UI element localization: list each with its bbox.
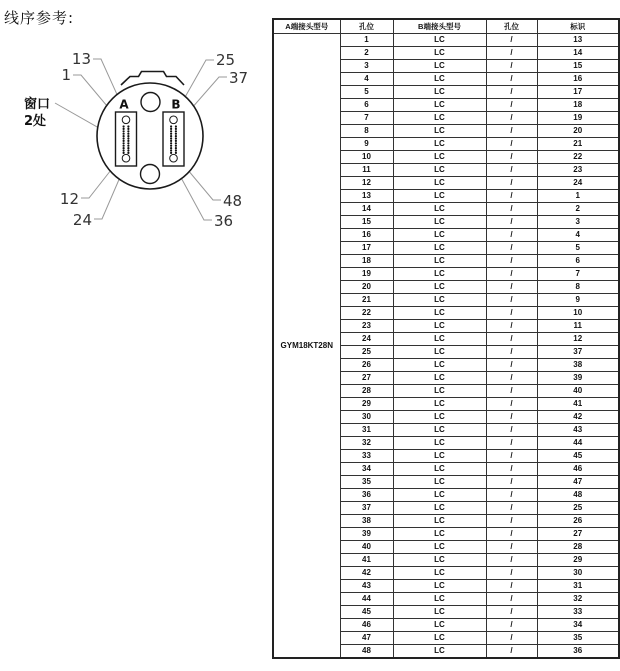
b-pin-cell: / <box>486 606 537 619</box>
mark-cell: 4 <box>537 229 619 242</box>
a-pin-cell: 37 <box>340 502 393 515</box>
b-model-cell: LC <box>393 489 486 502</box>
mark-cell: 2 <box>537 203 619 216</box>
b-model-cell: LC <box>393 86 486 99</box>
pin-dot <box>175 140 177 142</box>
pin-dot <box>175 128 177 130</box>
a-pin-cell: 7 <box>340 112 393 125</box>
mark-cell: 3 <box>537 216 619 229</box>
b-pin-cell: / <box>486 359 537 372</box>
b-pin-cell: / <box>486 294 537 307</box>
pin-dot <box>127 149 129 151</box>
b-model-cell: LC <box>393 476 486 489</box>
header-b-pin: 孔位 <box>486 19 537 34</box>
pin-dot <box>175 152 177 154</box>
a-pin-cell: 1 <box>340 34 393 47</box>
mark-cell: 23 <box>537 164 619 177</box>
b-model-cell: LC <box>393 203 486 216</box>
b-model-cell: LC <box>393 229 486 242</box>
pin-dot <box>170 145 172 147</box>
b-pin-cell: / <box>486 320 537 333</box>
pin-dot <box>175 135 177 137</box>
b-pin-cell: / <box>486 554 537 567</box>
b-pin-cell: / <box>486 567 537 580</box>
mark-cell: 29 <box>537 554 619 567</box>
b-pin-cell: / <box>486 372 537 385</box>
pin-dot <box>175 133 177 135</box>
b-pin-cell: / <box>486 476 537 489</box>
mark-cell: 39 <box>537 372 619 385</box>
b-model-cell: LC <box>393 632 486 645</box>
pin-dot <box>123 140 125 142</box>
pin-dot <box>175 149 177 151</box>
a-pin-cell: 14 <box>340 203 393 216</box>
pin-dot <box>170 152 172 154</box>
b-pin-cell: / <box>486 580 537 593</box>
pin-dot <box>175 137 177 139</box>
b-model-cell: LC <box>393 372 486 385</box>
a-pin-cell: 36 <box>340 489 393 502</box>
a-pin-cell: 35 <box>340 476 393 489</box>
a-pin-cell: 48 <box>340 645 393 659</box>
pin-dot <box>127 137 129 139</box>
pin-dot <box>170 130 172 132</box>
mark-cell: 15 <box>537 60 619 73</box>
mark-cell: 24 <box>537 177 619 190</box>
b-pin-cell: / <box>486 216 537 229</box>
pin-dot <box>175 125 177 127</box>
a-pin-cell: 20 <box>340 281 393 294</box>
a-pin-cell: 2 <box>340 47 393 60</box>
a-pin-cell: 23 <box>340 320 393 333</box>
pin-dot <box>175 147 177 149</box>
a-pin-cell: 39 <box>340 528 393 541</box>
b-model-cell: LC <box>393 190 486 203</box>
pin-dot <box>123 149 125 151</box>
a-pin-cell: 5 <box>340 86 393 99</box>
callout-12: 12 <box>59 190 79 208</box>
b-pin-cell: / <box>486 333 537 346</box>
a-pin-cell: 4 <box>340 73 393 86</box>
b-model-cell: LC <box>393 60 486 73</box>
b-pin-cell: / <box>486 34 537 47</box>
a-pin-cell: 29 <box>340 398 393 411</box>
b-model-cell: LC <box>393 437 486 450</box>
mark-cell: 19 <box>537 112 619 125</box>
connector-a-label: A <box>119 97 129 112</box>
b-pin-cell: / <box>486 177 537 190</box>
b-model-cell: LC <box>393 554 486 567</box>
a-pin-cell: 6 <box>340 99 393 112</box>
b-model-cell: LC <box>393 346 486 359</box>
a-pin-cell: 47 <box>340 632 393 645</box>
mark-cell: 47 <box>537 476 619 489</box>
a-pin-cell: 33 <box>340 450 393 463</box>
b-pin-cell: / <box>486 502 537 515</box>
b-model-cell: LC <box>393 463 486 476</box>
b-pin-cell: / <box>486 112 537 125</box>
mark-cell: 22 <box>537 151 619 164</box>
pin-dot <box>123 128 125 130</box>
a-pin-cell: 27 <box>340 372 393 385</box>
a-pin-cell: 19 <box>340 268 393 281</box>
header-a-pin: 孔位 <box>340 19 393 34</box>
mark-cell: 36 <box>537 645 619 659</box>
b-pin-cell: / <box>486 60 537 73</box>
b-model-cell: LC <box>393 294 486 307</box>
pin-dot <box>170 128 172 130</box>
callout-36: 36 <box>214 212 234 230</box>
b-model-cell: LC <box>393 34 486 47</box>
wiring-diagram <box>0 34 270 240</box>
mark-cell: 21 <box>537 138 619 151</box>
pin-dot <box>123 145 125 147</box>
a-pin-cell: 40 <box>340 541 393 554</box>
pin-dot <box>127 147 129 149</box>
pin-dot <box>127 142 129 144</box>
b-model-cell: LC <box>393 216 486 229</box>
a-model-cell: GYM18KT28N <box>273 34 340 659</box>
pin-dot <box>170 142 172 144</box>
a-pin-cell: 9 <box>340 138 393 151</box>
b-model-cell: LC <box>393 385 486 398</box>
mark-cell: 8 <box>537 281 619 294</box>
pin-dot <box>127 140 129 142</box>
wire-table-container <box>272 18 618 659</box>
pin-dot <box>170 137 172 139</box>
a-pin-cell: 8 <box>340 125 393 138</box>
header-b-model: B端接头型号 <box>393 19 486 34</box>
mark-cell: 16 <box>537 73 619 86</box>
pin-dot <box>123 147 125 149</box>
mark-cell: 41 <box>537 398 619 411</box>
b-pin-cell: / <box>486 229 537 242</box>
page-title: 线序参考: <box>4 9 75 27</box>
a-pin-cell: 41 <box>340 554 393 567</box>
header-a-model: A端接头型号 <box>273 19 340 34</box>
pin-dot <box>175 142 177 144</box>
a-pin-cell: 44 <box>340 593 393 606</box>
b-model-cell: LC <box>393 541 486 554</box>
b-pin-cell: / <box>486 307 537 320</box>
b-model-cell: LC <box>393 593 486 606</box>
window-note-line2: 2处 <box>24 114 47 129</box>
mark-cell: 1 <box>537 190 619 203</box>
b-model-cell: LC <box>393 138 486 151</box>
b-pin-cell: / <box>486 281 537 294</box>
mark-cell: 7 <box>537 268 619 281</box>
mark-cell: 43 <box>537 424 619 437</box>
b-pin-cell: / <box>486 619 537 632</box>
b-model-cell: LC <box>393 645 486 659</box>
pin-dot <box>127 133 129 135</box>
b-model-cell: LC <box>393 528 486 541</box>
b-pin-cell: / <box>486 242 537 255</box>
a-pin-cell: 15 <box>340 216 393 229</box>
a-pin-cell: 32 <box>340 437 393 450</box>
mark-cell: 28 <box>537 541 619 554</box>
b-pin-cell: / <box>486 138 537 151</box>
b-pin-cell: / <box>486 450 537 463</box>
pin-dot <box>123 130 125 132</box>
mark-cell: 26 <box>537 515 619 528</box>
b-pin-cell: / <box>486 385 537 398</box>
pin-dot <box>123 133 125 135</box>
b-model-cell: LC <box>393 359 486 372</box>
connector-circle <box>97 83 203 189</box>
a-pin-cell: 31 <box>340 424 393 437</box>
mark-cell: 9 <box>537 294 619 307</box>
a-pin-cell: 43 <box>340 580 393 593</box>
a-pin-cell: 46 <box>340 619 393 632</box>
mark-cell: 37 <box>537 346 619 359</box>
pin-dot <box>123 125 125 127</box>
table-row <box>273 34 619 47</box>
b-pin-cell: / <box>486 463 537 476</box>
callout-48: 48 <box>223 192 243 210</box>
b-pin-cell: / <box>486 47 537 60</box>
b-model-cell: LC <box>393 567 486 580</box>
mark-cell: 44 <box>537 437 619 450</box>
b-pin-cell: / <box>486 541 537 554</box>
mark-cell: 35 <box>537 632 619 645</box>
pin-dot <box>175 130 177 132</box>
b-pin-cell: / <box>486 645 537 659</box>
pin-dot <box>170 135 172 137</box>
b-model-cell: LC <box>393 125 486 138</box>
b-model-cell: LC <box>393 606 486 619</box>
mark-cell: 12 <box>537 333 619 346</box>
mark-cell: 32 <box>537 593 619 606</box>
a-pin-cell: 30 <box>340 411 393 424</box>
a-pin-cell: 3 <box>340 60 393 73</box>
b-model-cell: LC <box>393 502 486 515</box>
b-model-cell: LC <box>393 112 486 125</box>
b-pin-cell: / <box>486 515 537 528</box>
pin-dot <box>175 145 177 147</box>
mark-cell: 45 <box>537 450 619 463</box>
mark-cell: 40 <box>537 385 619 398</box>
callout-24: 24 <box>72 211 92 229</box>
window-note-line1: 窗口 <box>24 97 51 112</box>
b-pin-cell: / <box>486 73 537 86</box>
mark-cell: 11 <box>537 320 619 333</box>
pin-dot <box>127 128 129 130</box>
a-pin-cell: 42 <box>340 567 393 580</box>
mark-cell: 48 <box>537 489 619 502</box>
mark-cell: 6 <box>537 255 619 268</box>
b-model-cell: LC <box>393 398 486 411</box>
b-pin-cell: / <box>486 632 537 645</box>
pin-dot <box>123 142 125 144</box>
pin-dot <box>123 137 125 139</box>
a-pin-cell: 17 <box>340 242 393 255</box>
mark-cell: 46 <box>537 463 619 476</box>
b-model-cell: LC <box>393 307 486 320</box>
b-pin-cell: / <box>486 424 537 437</box>
mark-cell: 34 <box>537 619 619 632</box>
a-pin-cell: 45 <box>340 606 393 619</box>
b-model-cell: LC <box>393 619 486 632</box>
pin-dot <box>127 152 129 154</box>
b-pin-cell: / <box>486 528 537 541</box>
a-pin-cell: 22 <box>340 307 393 320</box>
pin-dot <box>170 133 172 135</box>
b-model-cell: LC <box>393 424 486 437</box>
b-model-cell: LC <box>393 177 486 190</box>
mark-cell: 17 <box>537 86 619 99</box>
b-pin-cell: / <box>486 411 537 424</box>
b-pin-cell: / <box>486 190 537 203</box>
mark-cell: 14 <box>537 47 619 60</box>
mark-cell: 25 <box>537 502 619 515</box>
b-model-cell: LC <box>393 268 486 281</box>
b-pin-cell: / <box>486 593 537 606</box>
pin-dot <box>127 135 129 137</box>
b-pin-cell: / <box>486 86 537 99</box>
b-model-cell: LC <box>393 99 486 112</box>
b-model-cell: LC <box>393 333 486 346</box>
b-pin-cell: / <box>486 203 537 216</box>
wire-table-body <box>273 34 619 659</box>
table-header-row <box>273 19 619 34</box>
callout-37: 37 <box>229 69 249 87</box>
pin-dot <box>127 130 129 132</box>
b-model-cell: LC <box>393 281 486 294</box>
a-pin-cell: 26 <box>340 359 393 372</box>
mark-cell: 42 <box>537 411 619 424</box>
a-pin-cell: 21 <box>340 294 393 307</box>
b-model-cell: LC <box>393 580 486 593</box>
mark-cell: 31 <box>537 580 619 593</box>
b-pin-cell: / <box>486 151 537 164</box>
a-pin-cell: 24 <box>340 333 393 346</box>
a-pin-cell: 18 <box>340 255 393 268</box>
pin-dot <box>170 125 172 127</box>
mark-cell: 27 <box>537 528 619 541</box>
a-pin-cell: 11 <box>340 164 393 177</box>
pin-dot <box>127 145 129 147</box>
callout-13: 13 <box>71 50 91 68</box>
b-model-cell: LC <box>393 515 486 528</box>
pin-dot <box>123 135 125 137</box>
a-pin-cell: 25 <box>340 346 393 359</box>
b-model-cell: LC <box>393 320 486 333</box>
mark-cell: 38 <box>537 359 619 372</box>
b-pin-cell: / <box>486 99 537 112</box>
b-model-cell: LC <box>393 73 486 86</box>
b-model-cell: LC <box>393 255 486 268</box>
a-pin-cell: 10 <box>340 151 393 164</box>
b-model-cell: LC <box>393 450 486 463</box>
a-pin-cell: 38 <box>340 515 393 528</box>
b-model-cell: LC <box>393 47 486 60</box>
b-model-cell: LC <box>393 164 486 177</box>
b-pin-cell: / <box>486 437 537 450</box>
b-pin-cell: / <box>486 489 537 502</box>
mark-cell: 33 <box>537 606 619 619</box>
callout-1: 1 <box>61 66 71 84</box>
a-pin-cell: 28 <box>340 385 393 398</box>
a-pin-cell: 12 <box>340 177 393 190</box>
mark-cell: 10 <box>537 307 619 320</box>
pin-dot <box>123 152 125 154</box>
a-pin-cell: 16 <box>340 229 393 242</box>
pin-dot <box>170 149 172 151</box>
b-pin-cell: / <box>486 164 537 177</box>
b-pin-cell: / <box>486 268 537 281</box>
b-model-cell: LC <box>393 411 486 424</box>
mark-cell: 5 <box>537 242 619 255</box>
b-pin-cell: / <box>486 398 537 411</box>
callout-25: 25 <box>216 51 236 69</box>
b-pin-cell: / <box>486 255 537 268</box>
pin-dot <box>170 147 172 149</box>
wire-table <box>272 18 620 659</box>
mark-cell: 20 <box>537 125 619 138</box>
mark-cell: 18 <box>537 99 619 112</box>
b-pin-cell: / <box>486 125 537 138</box>
pin-dot <box>127 125 129 127</box>
pin-dot <box>170 140 172 142</box>
header-mark: 标识 <box>537 19 619 34</box>
a-pin-cell: 13 <box>340 190 393 203</box>
b-model-cell: LC <box>393 151 486 164</box>
b-pin-cell: / <box>486 346 537 359</box>
mark-cell: 30 <box>537 567 619 580</box>
mark-cell: 13 <box>537 34 619 47</box>
b-model-cell: LC <box>393 242 486 255</box>
connector-b-label: B <box>171 97 181 112</box>
a-pin-cell: 34 <box>340 463 393 476</box>
